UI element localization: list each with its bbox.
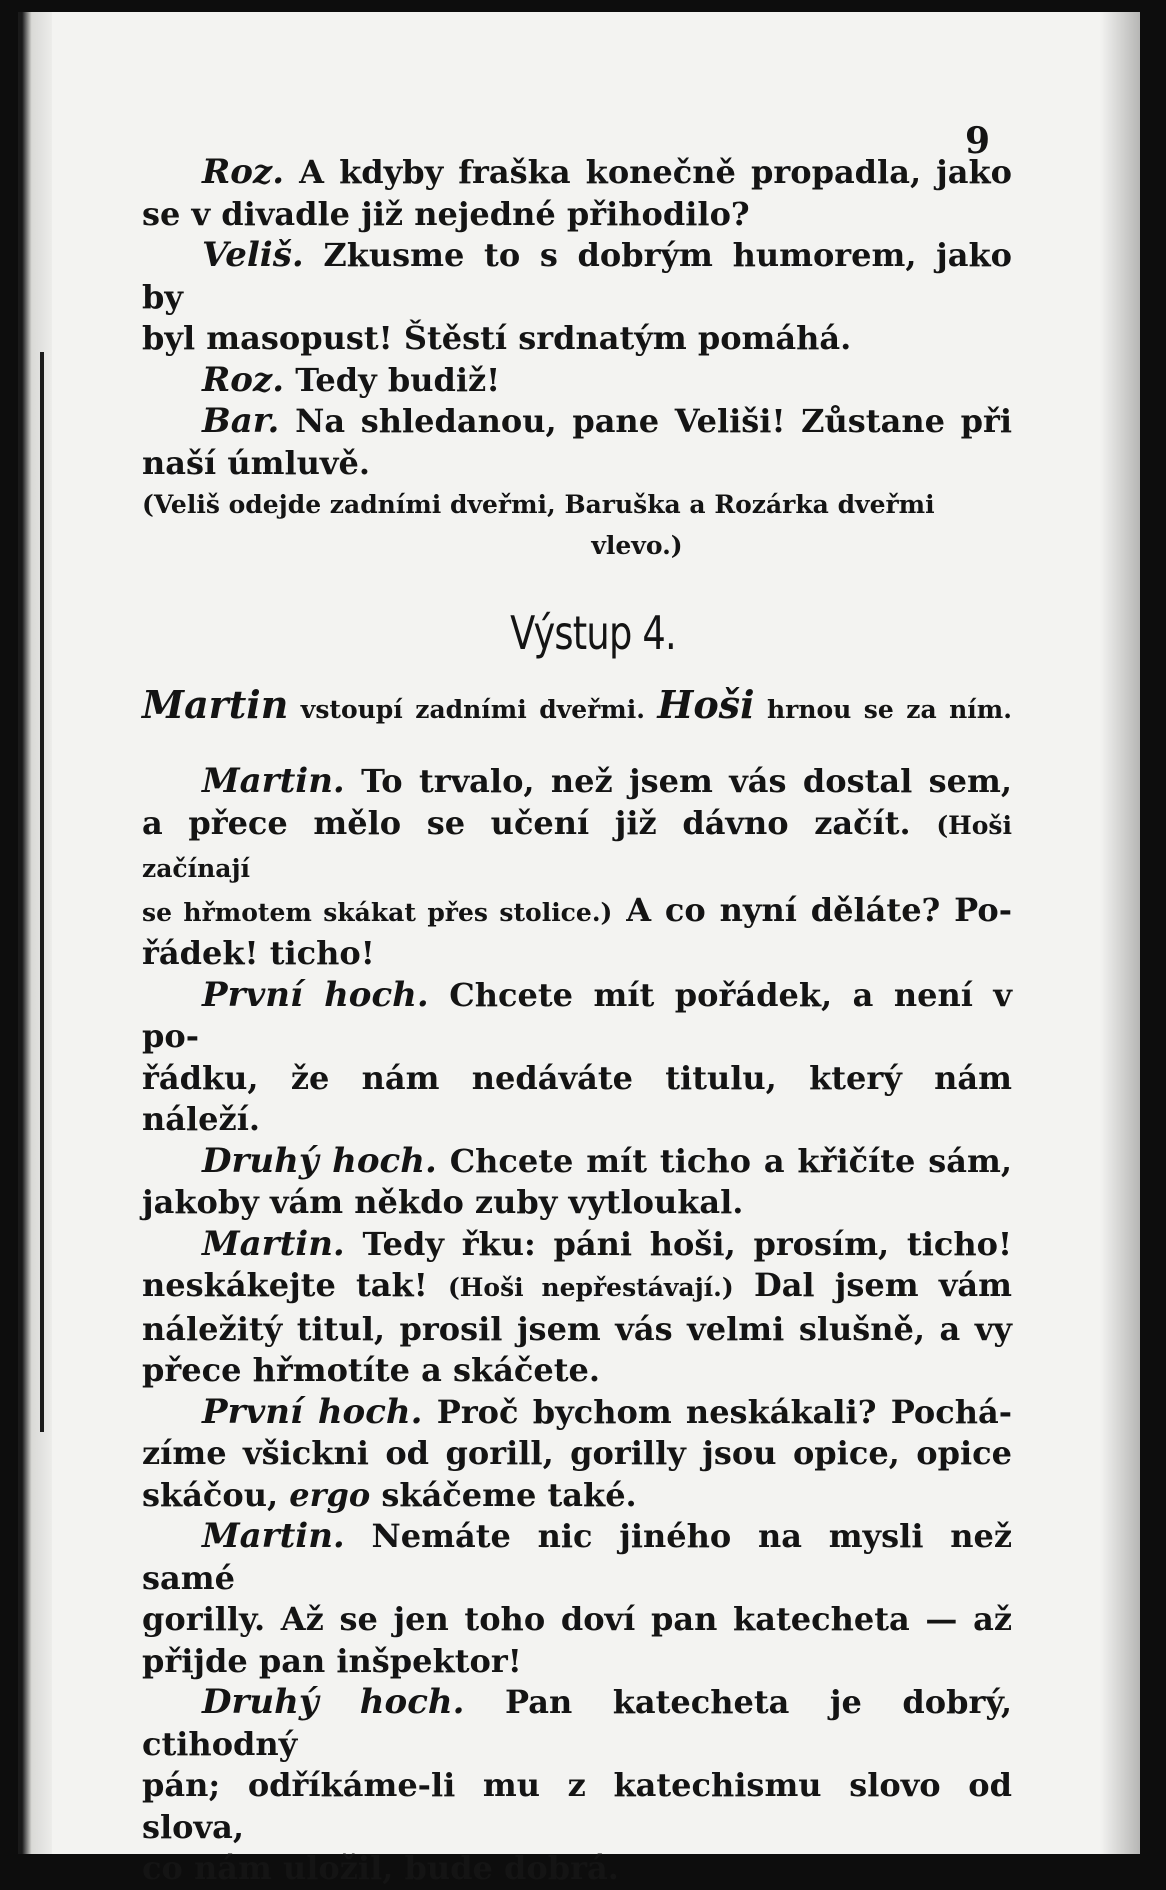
text-line: co nám uložil, bude dobrá. <box>142 1849 619 1887</box>
text-line: Bar. Na shledanou, pane Veliši! Zůstane při <box>202 401 1013 441</box>
speaker: Martin. <box>202 1516 345 1556</box>
text-line: gorilly. Až se jen toho doví pan katecheta — až <box>142 1600 1012 1638</box>
text-line: První hoch. Chcete mít pořádek, a není v po- <box>142 974 1013 1055</box>
text-line: naší úmluvě. <box>142 443 370 482</box>
stage-direction: vlevo.) <box>591 531 683 560</box>
text-line: Roz. Tedy budiž! <box>202 359 501 400</box>
text-line: řádek! ticho! <box>142 934 375 972</box>
page-number: 9 <box>964 120 990 162</box>
text-line: řádku, že nám nedáváte titulu, který nám náleží. <box>142 1058 1012 1138</box>
page-shadow <box>1100 12 1140 1854</box>
speaker: Roz. <box>202 152 285 192</box>
text-line: se hřmotem skákat přes stolice.) A co nyní děláte? Po- <box>142 890 1013 929</box>
text-line: náležitý titul, prosil jsem vás velmi slušně, a vy <box>142 1309 1012 1348</box>
text-line: Roz. A kdyby fraška konečně propadla, jako <box>202 152 1013 192</box>
stage-direction: (Veliš odejde zadními dveřmi, Baruška a Rozárka dveřmi <box>142 490 935 519</box>
spine-edge <box>40 352 44 1432</box>
text-line: neskákejte tak! (Hoši nepřestávají.) Dal jsem vám <box>142 1266 1013 1304</box>
speaker: Druhý hoch. <box>202 1682 465 1722</box>
latin-word: ergo <box>289 1475 371 1514</box>
speaker: První hoch. <box>202 1391 423 1432</box>
speaker: Druhý hoch. <box>202 1140 437 1181</box>
book-spine <box>18 12 52 1854</box>
speaker: Hoši <box>657 682 755 727</box>
text-line: zíme všickni od gorill, gorilly jsou opice, opice <box>142 1434 1012 1472</box>
entrance-direction: Martin vstoupí zadními dveřmi. Hoši hrnou se za ním. <box>142 682 1012 727</box>
text-line: Druhý hoch. Chcete mít ticho a křičíte sám, <box>202 1140 1013 1181</box>
speaker: Veliš. <box>202 235 304 275</box>
page-text <box>142 102 1012 1890</box>
text-line: Druhý hoch. Pan katecheta je dobrý, ctihodný <box>142 1682 1013 1763</box>
speaker: Martin. <box>202 761 345 801</box>
text-line: Martin. To trvalo, než jsem vás dostal sem, <box>202 761 1012 801</box>
book-page <box>18 12 1140 1887</box>
speaker: První hoch. <box>202 974 429 1015</box>
text-line: První hoch. Proč bychom neskákali? Pochá- <box>202 1391 1013 1432</box>
text-line: pán; odříkáme-li mu z katechismu slovo od slova, <box>142 1766 1012 1846</box>
speaker: Roz. <box>202 359 285 400</box>
stage-direction: (Hoši nepřestávají.) <box>447 1273 734 1302</box>
text-line: byl masopust! Štěstí srdnatým pomáhá. <box>142 319 852 357</box>
text-line: skáčou, ergo skáčeme také. <box>142 1475 637 1514</box>
text-line: Veliš. Zkusme to s dobrým humorem, jako by <box>142 235 1012 316</box>
stage-direction: (Hoši začínají <box>142 810 1013 883</box>
text-line: přijde pan inšpektor! <box>142 1641 522 1680</box>
text-line: jakoby vám někdo zuby vytloukal. <box>142 1183 744 1221</box>
text-line: se v divadle již nejedné přihodilo? <box>142 194 750 233</box>
text-line: a přece mělo se učení již dávno začít. (Hoši začínají <box>142 803 1013 883</box>
scene-heading: Výstup 4. <box>510 606 676 660</box>
text-line: Martin. Tedy řku: páni hoši, prosím, ticho! <box>202 1223 1013 1264</box>
text-line: Martin. Nemáte nic jiného na mysli než samé <box>142 1516 1013 1597</box>
speaker: Martin. <box>202 1223 345 1264</box>
speaker: Bar. <box>202 401 280 441</box>
speaker: Martin <box>142 682 289 727</box>
text-line: přece hřmotíte a skáčete. <box>142 1351 601 1389</box>
stage-direction: se hřmotem skákat přes stolice.) <box>142 897 613 927</box>
